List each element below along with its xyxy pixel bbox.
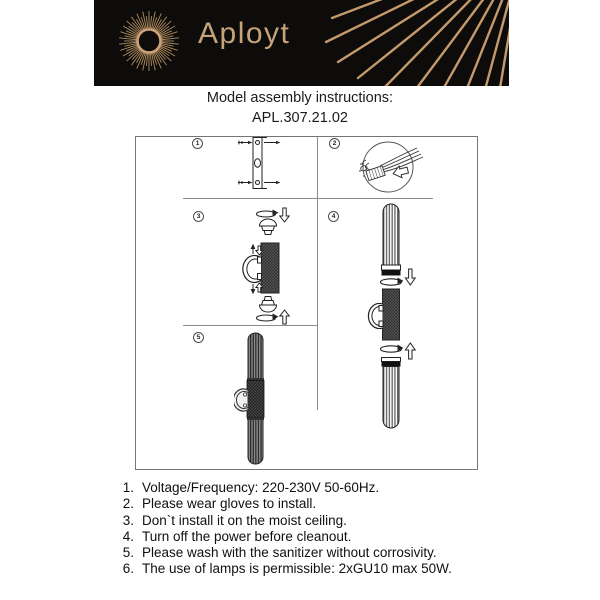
model-number: APL.307.21.02 — [252, 110, 348, 126]
panel-divider-vertical — [317, 137, 318, 410]
brand-wordmark: Aployt — [198, 17, 291, 50]
step-badge-2: 2 — [329, 138, 340, 149]
item-text: Turn off the power before cleanout. — [142, 528, 352, 544]
item-number: 5. — [122, 545, 134, 561]
step-badge-4: 4 — [328, 211, 339, 222]
item-number: 4. — [122, 528, 134, 544]
step-badge-1: 1 — [192, 138, 203, 149]
title-block — [0, 90, 600, 127]
instructions-list — [118, 480, 496, 578]
panel-divider-horizontal-1 — [183, 198, 433, 199]
list-item — [118, 529, 496, 545]
list-item — [118, 513, 496, 529]
wiring-detail-illustration — [351, 140, 429, 198]
assembly-diagram-panel — [135, 136, 478, 470]
step-badge-5: 5 — [193, 332, 204, 343]
item-text: Please wear gloves to install. — [142, 496, 317, 512]
item-text: Please wash with the sanitizer without corrosivity. — [142, 545, 437, 561]
item-text: The use of lamps is permissible: 2xGU10 max 50W. — [142, 561, 452, 577]
item-number: 1. — [122, 480, 134, 495]
list-item — [118, 545, 496, 561]
list-item — [118, 561, 496, 577]
item-number: 3. — [122, 512, 134, 528]
step-badge-3: 3 — [193, 211, 204, 222]
item-number: 2. — [122, 496, 134, 512]
lamp-installation-illustration — [240, 206, 292, 326]
item-text: Don`t install it on the moist ceiling. — [142, 512, 347, 528]
item-number: 6. — [122, 561, 134, 577]
starburst-logo-icon — [116, 8, 182, 74]
assembly-title: Model assembly instructions: — [206, 90, 394, 106]
list-item — [118, 480, 496, 496]
mounting-bracket-illustration — [236, 137, 282, 193]
rays-decoration-icon — [324, 0, 509, 86]
tube-assembly-illustration — [363, 201, 421, 431]
item-text: Voltage/Frequency: 220-230V 50-60Hz. — [142, 480, 380, 495]
assembled-lamp-illustration — [234, 331, 268, 467]
header-bar — [94, 0, 509, 86]
list-item — [118, 496, 496, 512]
